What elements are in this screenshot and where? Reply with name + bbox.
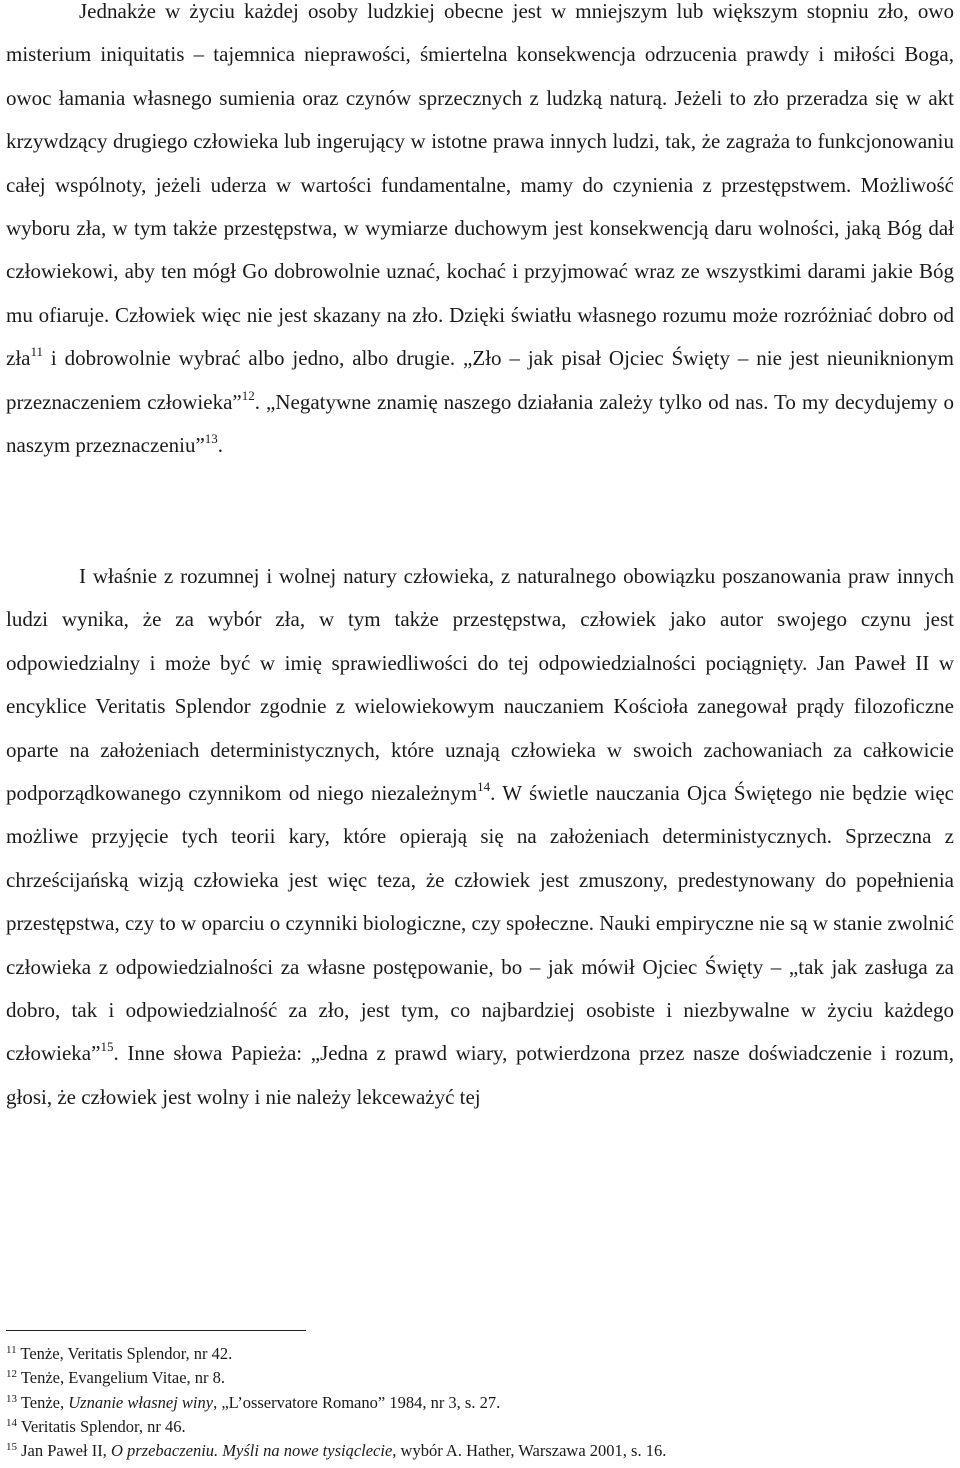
footnote-separator: [6, 1330, 306, 1331]
footnote-ref: 13: [204, 431, 218, 447]
footnote-number: 13: [6, 1392, 17, 1405]
text-run: Jan Paweł II,: [21, 1441, 111, 1461]
text-run: . „Negatywne znamię naszego działania zależy tylko od nas. To my decydujemy o naszym przeznaczeniu”: [6, 389, 954, 458]
body-paragraph-1: [6, 0, 954, 467]
body-paragraph-2: [6, 555, 954, 1119]
text-run: .: [217, 433, 224, 458]
footnotes-list: [6, 1342, 954, 1463]
footnote-number: 15: [6, 1441, 17, 1454]
text-run: i dobrowolnie wybrać albo jedno, albo drugie. „Zło – jak pisał Ojciec Święty – nie jest nieuniknionym przeznaczeniem człowieka”: [6, 346, 954, 414]
footnote-ref: 15: [100, 1039, 114, 1055]
footnote-ref: 14: [477, 779, 491, 795]
footnote-ref: 11: [30, 344, 44, 360]
text-run: I właśnie z rozumnej i wolnej natury człowieka, z naturalnego obowiązku poszanowania praw innych ludzi wynika, że za wybór zła, w tym także przestępstwa, człowiek jako autor swojego czynu jest odpowiedzialny i może być w imię sprawiedliwości do tej odpowiedzialności pociągnięty. Jan Paweł II w encyklice Veritatis Splendor zgodnie z wielowiekowym nauczaniem Kościoła zanegował prądy filozoficzne oparte na założeniach deterministycznych, które uznają człowieka w swoich zachowaniach za całkowicie podporządkowanego czynnikom od niego niezależnym: [6, 564, 954, 806]
italic-title: O przebaczeniu. Myśli na nowe tysiąclecie: [110, 1441, 393, 1461]
footnote-11: [6, 1342, 954, 1366]
text-run: Tenże,: [20, 1392, 69, 1412]
footnote-12: [6, 1366, 954, 1390]
footnote-number: 12: [6, 1368, 17, 1381]
text-run: Jednakże w życiu każdej osoby ludzkiej obecne jest w mniejszym lub większym stopniu zło, owo misterium iniquitatis – tajemnica nieprawości, śmiertelna konsekwencja odrzucenia prawdy i miłości Boga, owoc łamania własnego sumienia oraz czynów sprzecznych z ludzką naturą. Jeżeli to zło przeradza się w akt krzywdzący drugiego człowieka lub ingerujący w istotne prawa innych ludzi, tak, że zagraża to funkcjonowaniu całej wspólnoty, jeżeli uderza w wartości fundamentalne, mamy do czynienia z przestępstwem. Możliwość wyboru zła, w tym także przestępstwa, w wymiarze duchowym jest konsekwencją daru wolności, jaką Bóg dał człowiekowi, aby ten mógł Go dobrowolnie uznać, kochać i przyjmować wraz ze wszystkimi darami jakie Bóg mu ofiaruje. Człowiek więc nie jest skazany na zło. Dzięki światłu własnego rozumu może rozróżniać dobro od zła: [6, 0, 954, 371]
text-run: . W świetle nauczania Ojca Świętego nie będzie więc możliwe przyjęcie tych teorii kary, które opierają się na założeniach deterministycznych. Sprzeczna z chrześcijańską wizją człowieka jest więc teza, że człowiek jest zmuszony, predestynowany do popełnienia przestępstwa, czy to w oparciu o czynniki biologiczne, czy społeczne. Nauki empiryczne nie są w stanie zwolnić człowieka z odpowiedzialności za własne postępowanie, bo – jak mówił Ojciec Święty – „tak jak zasługa za dobro, tak i odpowiedzialność za zło, jest tym, co najbardziej osobiste i niezbywalne w życiu każdego człowieka”: [6, 781, 955, 1066]
footnote-15: [6, 1439, 954, 1463]
text-run: , „L’osservatore Romano” 1984, nr 3, s. 27.: [213, 1392, 501, 1412]
text-run: , wybór A. Hather, Warszawa 2001, s. 16.: [392, 1441, 667, 1461]
footnote-ref: 12: [241, 387, 255, 403]
footnote-14: [6, 1415, 954, 1439]
italic-title: Uznanie własnej winy: [68, 1392, 214, 1412]
footnote-number: 14: [6, 1416, 17, 1429]
text-run: Veritatis Splendor, nr 46.: [20, 1416, 186, 1436]
footnote-number: 11: [6, 1344, 17, 1356]
footnote-13: [6, 1391, 954, 1415]
text-run: Tenże, Veritatis Splendor, nr 42.: [20, 1344, 233, 1363]
text-run: . Inne słowa Papieża: „Jedna z prawd wiary, potwierdzona przez nasze doświadczenie i rozum, głosi, że człowiek jest wolny i nie należy lekceważyć tej: [6, 1041, 954, 1109]
text-run: Tenże, Evangelium Vitae, nr 8.: [20, 1368, 226, 1388]
